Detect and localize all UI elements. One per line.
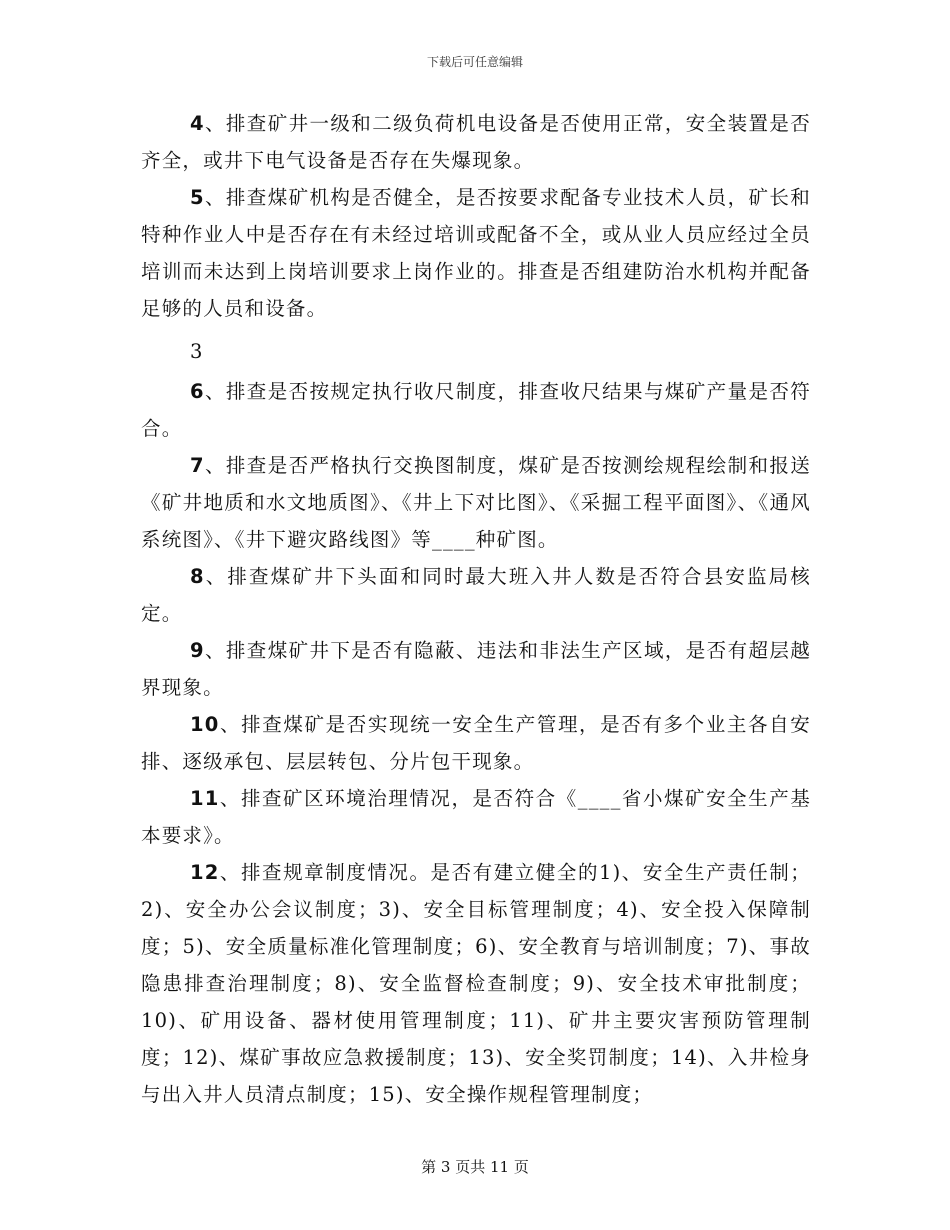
item-text: 、排查规章制度情况。是否有建立健全的1)、安全生产责任制；2)、安全办公会议制度；3)、安全目标管理制度；4)、安全投入保障制度；5)、安全质量标准化管理制度；6)、安全教育与培训制度；7)、事故隐患排查治理制度；8)、安全监督检查制度；9)、安全技术审批制度；10)、矿用设备、器材使用管理制度；11)、矿井主要灾害预防管理制度；12)、煤矿事故应急救援制度；13)、安全奖罚制度；14)、入井检身与出入井人员清点制度；15)、安全操作规程管理制度；: [141, 861, 811, 1106]
item-number: 10: [190, 713, 220, 736]
item-number: 6: [190, 380, 205, 403]
page-marker: 3: [190, 340, 203, 363]
item-text: 、排查煤矿井下是否有隐蔽、违法和非法生产区域，是否有超层越界现象。: [141, 639, 811, 699]
item-text: 、排查矿区环境治理情况，是否符合《____省小煤矿安全生产基本要求》。: [141, 787, 811, 847]
item-number: 5: [190, 186, 205, 209]
item-number: 11: [190, 787, 220, 810]
page-header: 下载后可任意编辑: [426, 55, 523, 69]
list-item: [141, 373, 811, 447]
list-item: [141, 105, 811, 179]
list-item: [141, 780, 811, 854]
item-text: 、排查煤矿机构是否健全，是否按要求配备专业技术人员，矿长和特种作业人中是否存在有未经过培训或配备不全，或从业人员应经过全员培训而未达到上岗培训要求上岗作业的。排查是否组建防治水机构并配备足够的人员和设备。: [141, 186, 811, 320]
item-number: 12: [190, 861, 220, 884]
item-text: 、排查是否严格执行交换图制度，煤矿是否按测绘规程绘制和报送《矿井地质和水文地质图》、《井上下对比图》、《采掘工程平面图》、《通风系统图》、《井下避灾路线图》等____种矿图。: [141, 454, 811, 551]
item-text: 、排查矿井一级和二级负荷机电设备是否使用正常，安全装置是否齐全，或井下电气设备是否存在失爆现象。: [141, 112, 811, 172]
list-item: [141, 179, 811, 327]
item-number: 9: [190, 639, 205, 662]
list-item: [141, 706, 811, 780]
list-item: [141, 558, 811, 632]
document-body: [141, 105, 811, 1113]
page-footer: 第 3 页共 11 页: [421, 1158, 529, 1176]
item-number: 7: [190, 454, 205, 477]
item-number: 8: [190, 565, 205, 588]
list-item: [141, 632, 811, 706]
item-number: 4: [190, 112, 205, 135]
item-text: 、排查是否按规定执行收尺制度，排查收尺结果与煤矿产量是否符合。: [141, 380, 811, 440]
list-item: [141, 854, 811, 1113]
item-text: 、排查煤矿井下头面和同时最大班入井人数是否符合县安监局核定。: [141, 565, 811, 625]
list-item: [141, 447, 811, 558]
item-text: 、排查煤矿是否实现统一安全生产管理，是否有多个业主各自安排、逐级承包、层层转包、分片包干现象。: [141, 713, 811, 773]
